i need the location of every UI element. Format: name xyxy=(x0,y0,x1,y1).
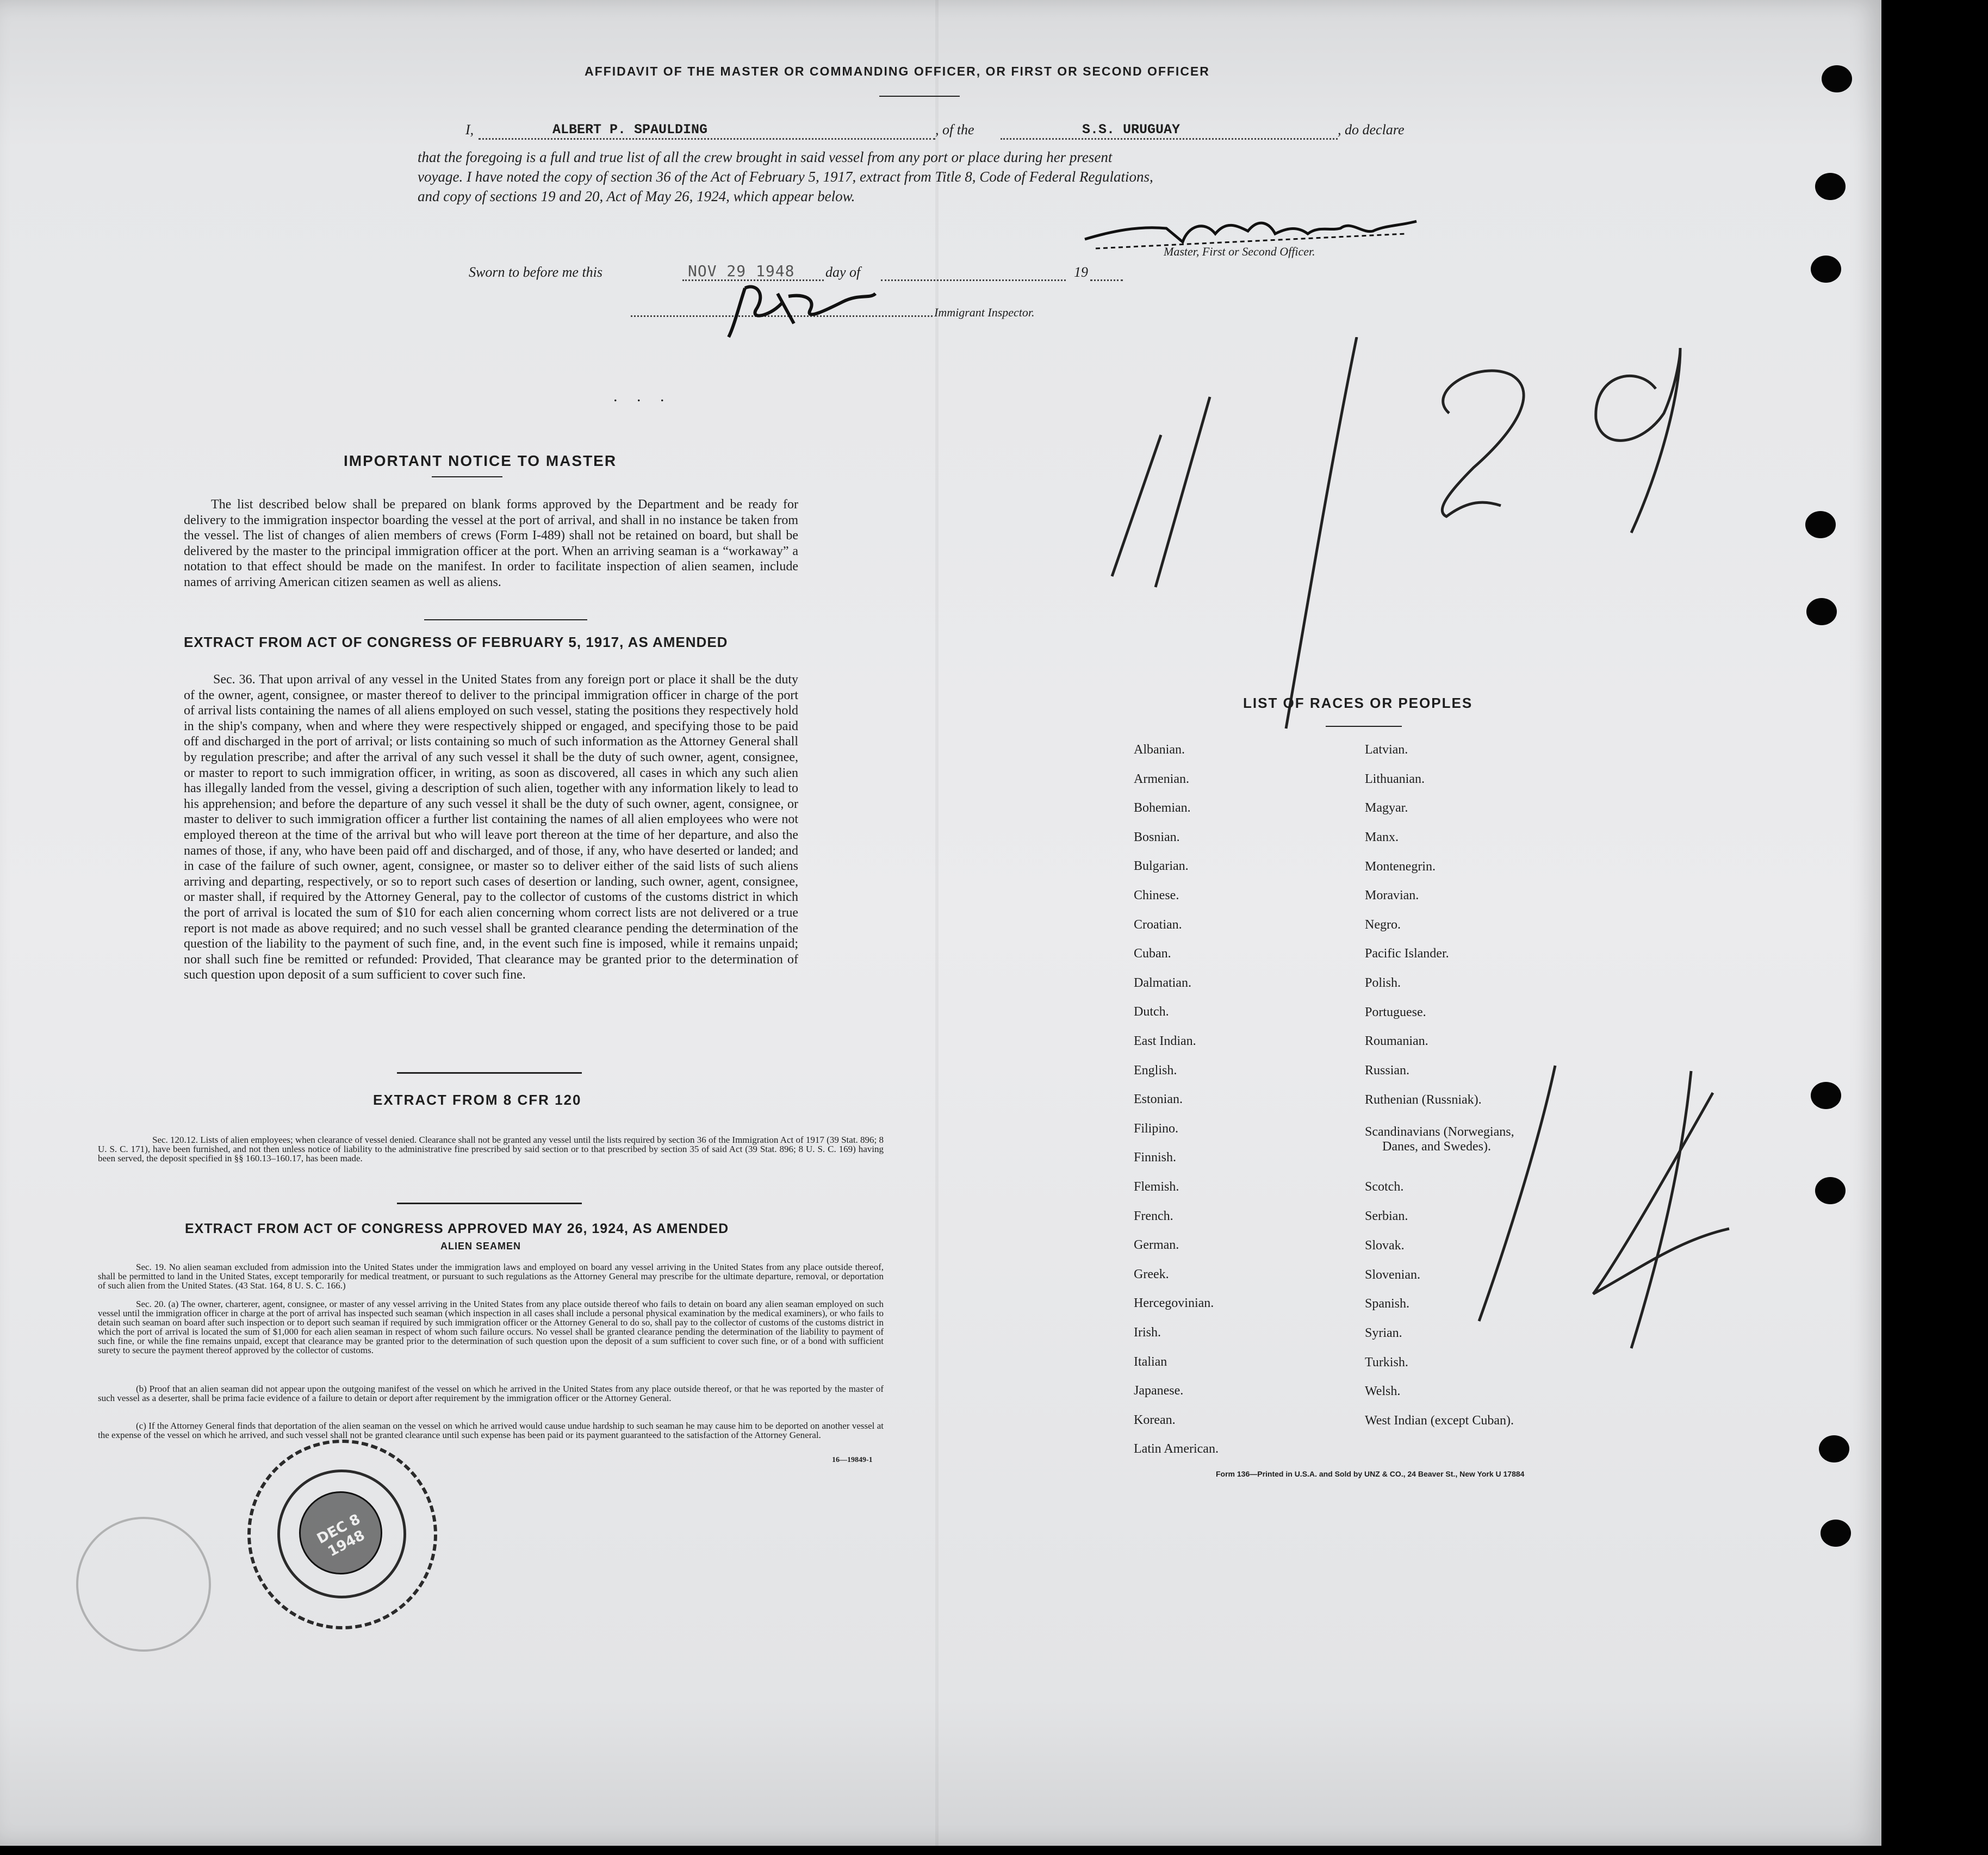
race-item: Roumanian. xyxy=(1365,1034,1428,1048)
race-item: Finnish. xyxy=(1134,1150,1177,1165)
cfr-rule-bottom xyxy=(397,1203,582,1204)
stamp-date: DEC 8 1948 xyxy=(314,1511,368,1560)
race-item: Armenian. xyxy=(1134,771,1189,786)
race-item: Latvian. xyxy=(1365,743,1408,757)
race-item: Flemish. xyxy=(1134,1180,1179,1194)
race-item: West Indian (except Cuban). xyxy=(1365,1414,1514,1428)
race-item: Montenegrin. xyxy=(1365,860,1436,874)
race-item: Danes, and Swedes). xyxy=(1382,1140,1491,1154)
race-item: Chinese. xyxy=(1134,888,1179,902)
year-field xyxy=(1090,263,1123,281)
races-title: LIST OF RACES OR PEOPLES xyxy=(1243,695,1473,711)
race-item: Bohemian. xyxy=(1134,801,1191,816)
extract-cfr-title: EXTRACT FROM 8 CFR 120 xyxy=(373,1092,582,1108)
race-item: East Indian. xyxy=(1134,1034,1196,1048)
sworn-prefix: Sworn to before me this xyxy=(469,264,603,280)
race-item: Negro. xyxy=(1365,918,1401,932)
race-item: Pacific Islander. xyxy=(1365,947,1449,961)
punch-hole xyxy=(1815,173,1846,200)
punch-hole xyxy=(1805,511,1836,538)
race-item: Serbian. xyxy=(1365,1209,1408,1223)
race-item: Hercegovinian. xyxy=(1134,1296,1214,1311)
race-item: Latin American. xyxy=(1134,1442,1219,1456)
race-item: Japanese. xyxy=(1134,1384,1184,1398)
race-item: Slovenian. xyxy=(1365,1268,1420,1282)
race-item: French. xyxy=(1134,1209,1173,1223)
race-item: Estonian. xyxy=(1134,1092,1183,1107)
affidavit-title: AFFIDAVIT OF THE MASTER OR COMMANDING OFFICER, OR FIRST OR SECOND OFFICER xyxy=(585,64,1210,78)
inspector-caption: Immigrant Inspector. xyxy=(934,306,1035,319)
master-caption: Master, First or Second Officer. xyxy=(1164,245,1315,258)
faded-seal xyxy=(76,1517,211,1652)
affidavit-text-3: and copy of sections 19 and 20, Act of May 26, 1924, which appear below. xyxy=(418,188,855,204)
vessel-name: S.S. URUGUAY xyxy=(1082,122,1181,138)
handwritten-count xyxy=(1457,1060,1740,1354)
race-item: Turkish. xyxy=(1365,1355,1408,1370)
punch-hole xyxy=(1811,256,1841,283)
day-of-label: day of xyxy=(825,264,861,280)
race-item: Scotch. xyxy=(1365,1180,1404,1194)
inspector-signature xyxy=(723,277,886,343)
declare-suffix: , do declare xyxy=(1338,122,1405,138)
extract-cfr-body: Sec. 120.12. Lists of alien employees; when clearance of vessel denied. Clearance shall not be granted any vessel until the lists required by section 36 of the Immigration Act of 1917 (39 Stat. 896; 8 U. S. C. 171), have been furnished, and not then unless notice of liability to the administrative fine prescribed by said section or to that prescribed by section 35 of said Act (39 Stat. 896; 8 U. S. C. 169) having been served, the deposit specified in §§ 160.13–160.17, has been made. xyxy=(98,1135,884,1163)
race-item: Korean. xyxy=(1134,1412,1176,1427)
separator-dots: . . . xyxy=(613,387,672,405)
race-item: Filipino. xyxy=(1134,1121,1179,1136)
race-item: Dutch. xyxy=(1134,1005,1169,1019)
race-item: Croatian. xyxy=(1134,917,1182,932)
punch-hole xyxy=(1822,65,1852,92)
master-name-field xyxy=(479,122,935,140)
race-item: Moravian. xyxy=(1365,888,1419,902)
race-item: Magyar. xyxy=(1365,801,1408,815)
race-item: Russian. xyxy=(1365,1063,1410,1078)
extract-1924-sec20b: (b) Proof that an alien seaman did not appear upon the outgoing manifest of the vessel on which he arrived in the United States from any place outside thereof, or that he was reported by the master of such vessel as a deserter, shall be prima facie evidence of a failure to detain or deport after requirement by the immigration officer or the Attorney General. xyxy=(98,1384,884,1403)
race-item: English. xyxy=(1134,1063,1177,1078)
declarant-prefix: I, xyxy=(465,122,474,138)
race-item: Albanian. xyxy=(1134,743,1185,757)
race-item: Lithuanian. xyxy=(1365,772,1425,786)
handwritten-date xyxy=(1088,337,1740,739)
master-name: ALBERT P. SPAULDING xyxy=(552,122,708,138)
punch-hole xyxy=(1815,1177,1846,1204)
extract-1924-subtitle: ALIEN SEAMEN xyxy=(440,1241,521,1252)
race-item: Ruthenian (Russniak). xyxy=(1365,1093,1482,1107)
race-item: Welsh. xyxy=(1365,1384,1401,1398)
extract-1917-title: EXTRACT FROM ACT OF CONGRESS OF FEBRUARY 5, 1917, AS AMENDED xyxy=(184,634,728,650)
race-item: Bulgarian. xyxy=(1134,859,1189,874)
punch-hole xyxy=(1819,1435,1849,1462)
title-rule xyxy=(879,96,960,97)
race-item: Dalmatian. xyxy=(1134,975,1191,990)
extract-1924-sec20a: Sec. 20. (a) The owner, charterer, agent, consignee, or master of any vessel arriving in the United States from any place outside thereof who fails to detain on board any alien seaman employed on such vessel until the immigration officer in charge at the port of arrival has inspected such seaman (which inspection in all cases shall include a personal physical examination by the medical examiners), or who fails to detain such seaman on board after such inspection or to deport such seaman if required by such immigration officer or the Attorney General to do so, shall pay to the collector of customs of the customs district in which the port of arrival is located the sum of $1,000 for each alien seaman in respect of whom such failure occurs. No vessel shall be granted clearance pending the determination of the liability to payment of such fine, or while the fine remains unpaid, except that clearance may be granted prior to the determination of such question upon the deposit of a sum sufficient to cover such fine, or of a bond with sufficient surety to secure the payment thereof approved by the collector of customs. xyxy=(98,1299,884,1355)
notice-divider xyxy=(424,619,587,620)
extract-1924-sec19: Sec. 19. No alien seaman excluded from admission into the United States under the immigration laws and employed on board any vessel arriving in the United States from any place outside thereof, shall be permitted to land in the United States, except temporarily for medical treatment, or pursuant to such regulations as the Attorney General may prescribe for the ultimate departure, removal, or deportation of such alien from the United States. (43 Stat. 164, 8 U. S. C. 166.) xyxy=(98,1262,884,1291)
affidavit-text-1: that the foregoing is a full and true list of all the crew brought in said vessel from any port or place during her present xyxy=(418,149,1113,165)
form-code: 16—19849-1 xyxy=(832,1456,873,1464)
affidavit-text-2: voyage. I have noted the copy of section 36 of the Act of February 5, 1917, extract from Title 8, Code of Federal Regulations, xyxy=(418,169,1153,185)
month-field xyxy=(881,263,1066,281)
of-the-label: , of the xyxy=(935,122,974,138)
race-item: Manx. xyxy=(1365,830,1399,844)
race-item: Portuguese. xyxy=(1365,1005,1426,1019)
race-item: Scandinavians (Norwegians, xyxy=(1365,1125,1514,1139)
customs-stamp xyxy=(247,1440,435,1627)
extract-1917-body: Sec. 36. That upon arrival of any vessel in the United States from any foreign port or place it shall be the duty of the owner, agent, consignee, or master thereof to deliver to the principal immigration officer in charge of the port of arrival lists containing the names of all aliens employed on such vessel, stating the positions they respectively hold in the ship's company, when and where they were respectively shipped or engaged, and specifying those to be paid off and discharged in the port of arrival; or lists containing so much of such information as the Attorney General shall by regulation prescribe; and after the arrival of any such vessel it shall be the duty of such owner, agent, consignee, or master to report to such immigration officer, in writing, as soon as discovered, all cases in which any such alien has illegally landed from the vessel, giving a description of such alien, together with any information likely to lead to his apprehension; and before the departure of any such vessel it shall be the duty of such owner, agent, consignee, or master to deliver to such immigration officer a further list containing the names of all alien employees who were not employed thereon at the time of the arrival but who will leave port thereon at the time of her departure, and also the names of those, if any, who have been paid off and discharged, and of those, if any, who have deserted or landed; and in case of the failure of such owner, agent, consignee, or master so to deliver either of the said lists of such aliens arriving and departing, respectively, or so to report such cases of desertion or landing, such owner, agent, consignee, or master shall, if required by the Attorney General, pay to the collector of customs of the customs district in which the port of arrival is located the sum of $10 for each alien concerning whom correct lists are not delivered or a true report is not made as above required; and no such vessel shall be granted clearance pending the determination of the question of the liability to the payment of such fine, and, in the event such fine is imposed, while it remains unpaid; nor shall such fine be remitted or refunded: Provided, That clearance may be granted prior to the determination of such question upon deposit of a sum sufficient to cover such fine. xyxy=(184,673,798,982)
extract-1924-title: EXTRACT FROM ACT OF CONGRESS APPROVED MAY 26, 1924, AS AMENDED xyxy=(185,1221,729,1236)
notice-title: IMPORTANT NOTICE TO MASTER xyxy=(344,452,617,469)
sworn-date-stamp: NOV 29 1948 xyxy=(688,262,795,280)
races-title-rule xyxy=(1326,726,1402,727)
race-item: Syrian. xyxy=(1365,1326,1402,1340)
punch-hole xyxy=(1806,598,1837,625)
race-item: Cuban. xyxy=(1134,947,1171,961)
punch-hole xyxy=(1821,1520,1851,1547)
race-item: German. xyxy=(1134,1238,1179,1253)
race-item: Greek. xyxy=(1134,1267,1169,1281)
race-item: Spanish. xyxy=(1365,1297,1410,1311)
race-item: Irish. xyxy=(1134,1325,1161,1340)
extract-1924-sec20c: (c) If the Attorney General finds that deportation of the alien seaman on the vessel on which he arrived would cause undue hardship to such seaman he may cause him to be deported on another vessel at the expense of the vessel on which he arrived, and such vessel shall not be granted clearance until such expense has been paid or its payment guaranteed to the satisfaction of the Attorney General. xyxy=(98,1421,884,1440)
race-item: Slovak. xyxy=(1365,1238,1405,1253)
race-item: Bosnian. xyxy=(1134,830,1180,844)
year-prefix: 19 xyxy=(1074,264,1088,280)
race-item: Polish. xyxy=(1365,976,1401,990)
notice-title-rule xyxy=(432,476,502,477)
form-note: Form 136—Printed in U.S.A. and Sold by UNZ & CO., 24 Beaver St., New York U 17884 xyxy=(1216,1470,1525,1478)
notice-body: The list described below shall be prepared on blank forms approved by the Department and be ready for delivery to the immigration inspector boarding the vessel at the port of arrival, and shall in no instance be taken from the vessel. The list of changes of alien members of crews (Form I-489) shall not be retained on board, but shall be delivered by the master to the principal immigration officer at the port. When an arriving seaman is a “workaway” a notation to that effect should be made on the manifest. In order to facilitate inspection of alien seamen, include names of arriving American citizen seamen as well as aliens. xyxy=(184,497,798,589)
punch-hole xyxy=(1811,1082,1841,1109)
vessel-field xyxy=(1001,122,1338,140)
race-item: Italian xyxy=(1134,1354,1167,1369)
cfr-rule-top xyxy=(397,1072,582,1074)
